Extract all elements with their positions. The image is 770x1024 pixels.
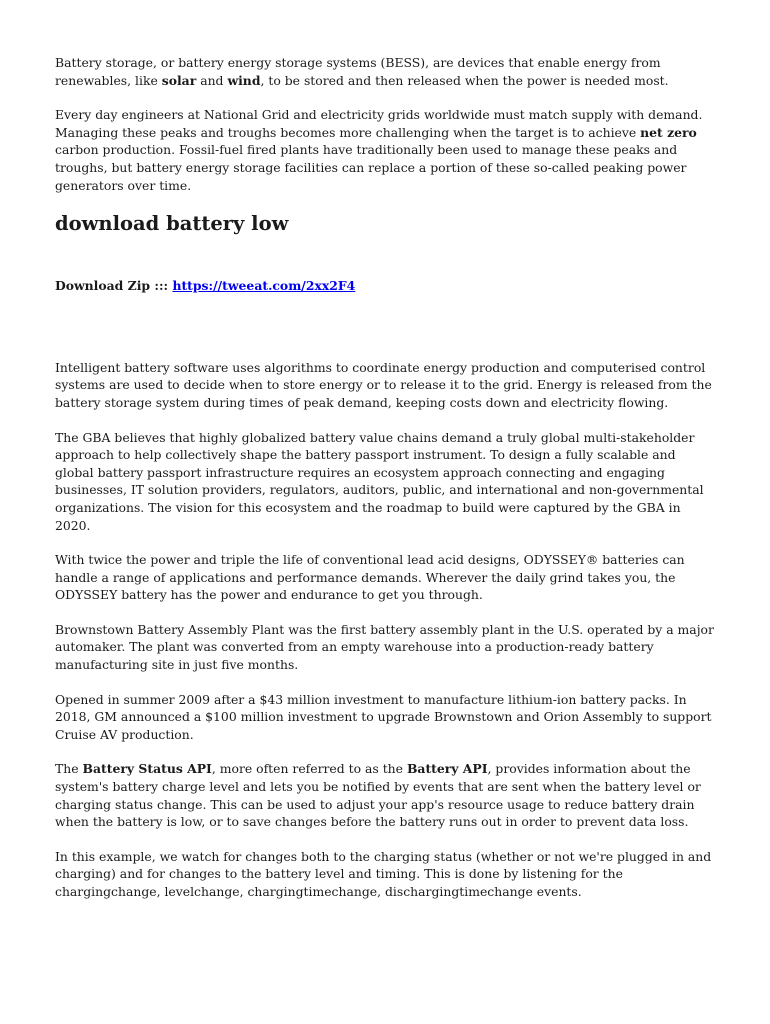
example-paragraph: In this example, we watch for changes both to the charging status (whether or not we're plugged in and charging) and for changes to the battery level and timing. This is done by listening for the chargingchange, levelchange, chargingtimechange, dischargingtimechange events. bbox=[55, 848, 712, 899]
intro-paragraph bbox=[55, 54, 715, 89]
download-label: Download Zip ::: bbox=[55, 278, 173, 294]
api-mid-text: , more often referred to as the bbox=[211, 761, 407, 777]
net-zero-term: net zero bbox=[640, 124, 697, 140]
gba-paragraph: The GBA believes that highly globalized battery value chains demand a truly global multi-stakeholder approach to help collectively shape the battery passport instrument. To design a fully scalable and global battery passport infrastructure requires an ecosystem approach connecting and engaging businesses, IT solution providers, regulators, auditors, public, and international and non-governmental organizations. The vision for this ecosystem and the roadmap to build were captured by the GBA in 2020. bbox=[55, 429, 704, 533]
api-tail-text: , provides information about the system's battery charge level and lets you be notified by events that are sent when the battery level or charging status change. This can be used to adjust your app's resource usage to reduce battery drain when the battery is low, or to save changes before the battery runs out in order to prevent data loss. bbox=[55, 761, 701, 830]
download-line bbox=[55, 277, 715, 295]
intro-tail-text: , to be stored and then released when the power is needed most. bbox=[260, 72, 669, 88]
grid-text: Every day engineers at National Grid and electricity grids worldwide must match supply with demand. Managing these peaks and troughs becomes more challenging when the target is to achieve bbox=[55, 107, 703, 140]
and-text: and bbox=[196, 72, 228, 88]
brownstown-paragraph: Brownstown Battery Assembly Plant was the first battery assembly plant in the U.S. operated by a major automaker. The plant was converted from an empty warehouse into a production-ready battery manufacturing site in just five months. bbox=[55, 621, 714, 673]
battery-api-term: Battery API bbox=[406, 761, 488, 777]
page-heading: download battery low bbox=[55, 212, 289, 236]
grid-tail-text: carbon production. Fossil-fuel fired plants have traditionally been used to manage these peaks and troughs, but battery energy storage facilities can replace a portion of these so-called peaking power generators over time. bbox=[55, 142, 687, 193]
download-link[interactable]: https://tweeat.com/2xx2F4 bbox=[172, 278, 356, 294]
wind-term: wind bbox=[227, 72, 261, 88]
software-paragraph: Intelligent battery software uses algorithms to coordinate energy production and computerised control systems are used to decide when to store energy or to release it to the grid. Energy is released from the battery storage system during times of peak demand, keeping costs down and electricity flowing. bbox=[55, 359, 712, 410]
intro-text: Battery storage, or battery energy storage systems (BESS), are devices that enable energy from renewables, like bbox=[55, 55, 661, 88]
solar-term: solar bbox=[161, 72, 197, 88]
battery-status-api-term: Battery Status API bbox=[82, 761, 212, 777]
investment-paragraph: Opened in summer 2009 after a $43 million investment to manufacture lithium-ion battery packs. In 2018, GM announced a $100 million investment to upgrade Brownstown and Orion Assembly to support Cruise AV production. bbox=[55, 691, 712, 742]
grid-paragraph bbox=[55, 106, 715, 194]
odyssey-paragraph: With twice the power and triple the life of conventional lead acid designs, ODYSSEY® batteries can handle a range of applications and performance demands. Wherever the daily grind takes you, the ODYSSEY battery has the power and endurance to get you through. bbox=[55, 552, 685, 603]
battery-api-paragraph bbox=[55, 760, 715, 830]
api-intro-text: The bbox=[55, 761, 83, 777]
document-page bbox=[55, 54, 715, 918]
